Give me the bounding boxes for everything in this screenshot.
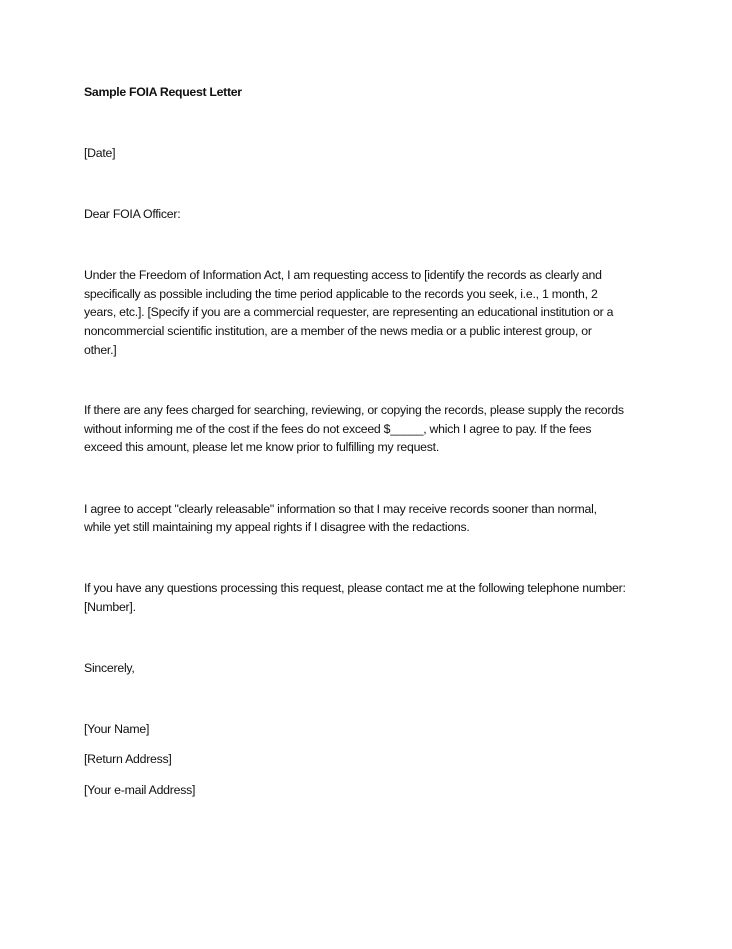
paragraph-line: Under the Freedom of Information Act, I am requesting access to [identify the records as clearly and — [84, 268, 602, 282]
your-name-placeholder: [Your Name] — [84, 722, 150, 736]
paragraph-line: while yet still maintaining my appeal rights if I disagree with the redactions. — [84, 520, 470, 534]
paragraph-line: If there are any fees charged for searching, reviewing, or copying the records, please supply the records — [84, 403, 624, 417]
closing: Sincerely, — [84, 661, 135, 675]
paragraph-line: I agree to accept "clearly releasable" information so that I may receive records sooner than normal, — [84, 502, 597, 516]
letter-title: Sample FOIA Request Letter — [84, 85, 242, 99]
paragraph-line: noncommercial scientific institution, are a member of the news media or a public interest group, or — [84, 324, 592, 338]
paragraph-line: [Number]. — [84, 600, 136, 614]
paragraph-line: If you have any questions processing this request, please contact me at the following telephone number: — [84, 581, 626, 595]
email-address-placeholder: [Your e-mail Address] — [84, 783, 196, 797]
return-address-placeholder: [Return Address] — [84, 752, 172, 766]
salutation: Dear FOIA Officer: — [84, 207, 181, 221]
paragraph-line: exceed this amount, please let me know prior to fulfilling my request. — [84, 440, 440, 454]
paragraph-line: other.] — [84, 343, 117, 357]
paragraph-line: without informing me of the cost if the fees do not exceed $_____, which I agree to pay. If the fees — [84, 422, 592, 436]
paragraph-line: years, etc.]. [Specify if you are a commercial requester, are representing an educational institution or a — [84, 305, 614, 319]
date-placeholder: [Date] — [84, 146, 116, 160]
paragraph-line: specifically as possible including the time period applicable to the records you seek, i.e., 1 month, 2 — [84, 287, 598, 301]
